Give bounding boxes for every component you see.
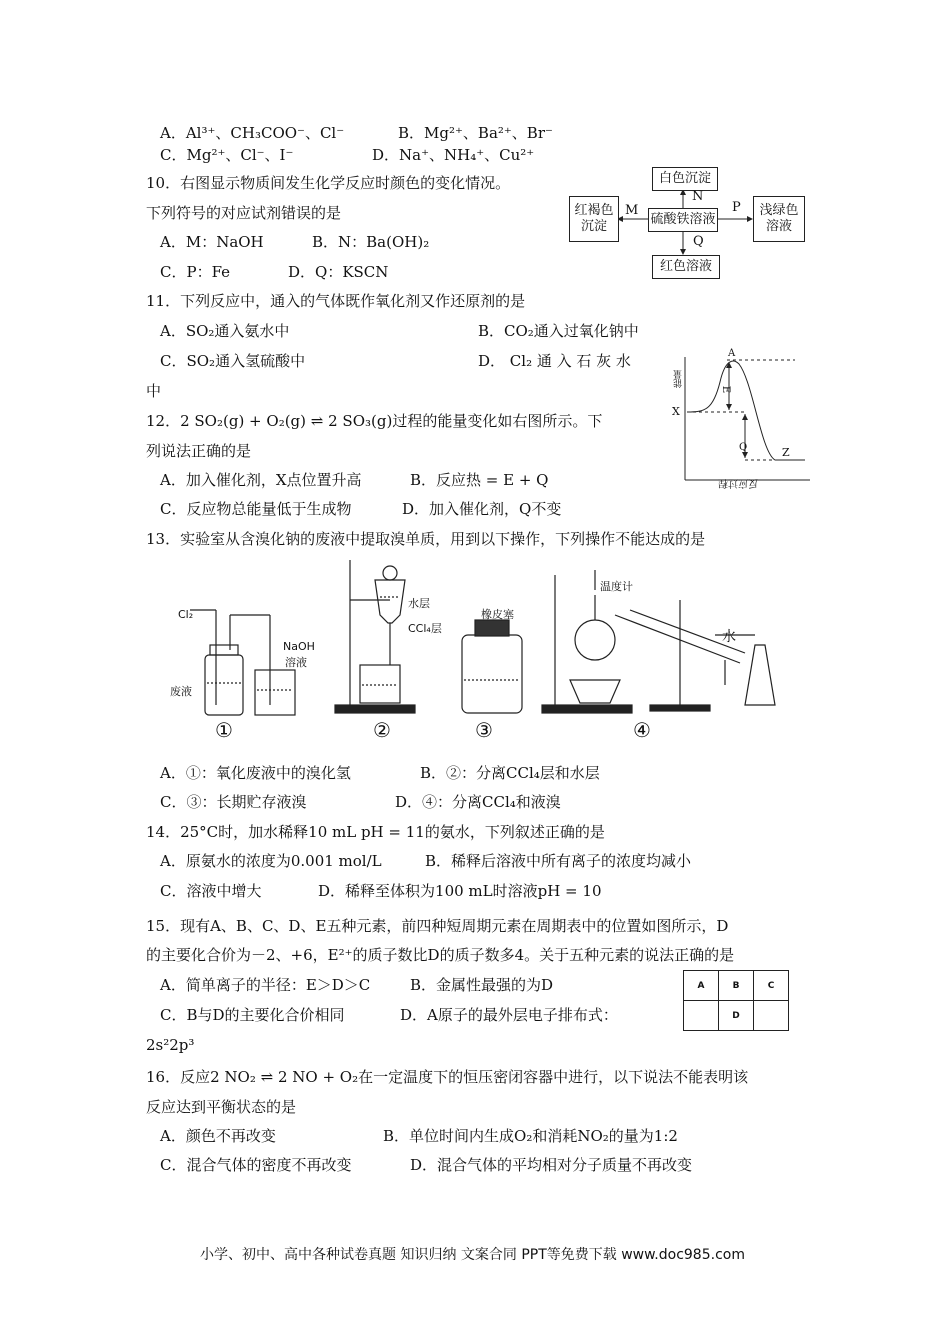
q13-option-c: C．③：长期贮存液溴 (160, 793, 307, 811)
q15-periodic-table (683, 970, 789, 1031)
q13-label-stopper: 橡皮塞 (481, 608, 514, 621)
q12-ylabel: 能量 (674, 370, 684, 388)
q12-point-z: Z (782, 446, 790, 459)
q10-label-p: P (732, 200, 741, 215)
q15-option-a: A．简单离子的半径：E＞D＞C (160, 976, 371, 994)
q10-label-m: M (625, 203, 639, 218)
periodic-cell: C (754, 971, 789, 1001)
q10-box-center: 硫酸铁溶液 (648, 208, 718, 232)
q13-label-naoh: NaOH (283, 640, 315, 653)
q16-option-b: B．单位时间内生成O₂和消耗NO₂的量为1:2 (383, 1127, 678, 1145)
periodic-cell: B (719, 971, 754, 1001)
page-footer[interactable]: 小学、初中、高中各种试卷真题 知识归纳 文案合同 PPT等免费下载 www.doc985.com (200, 1247, 745, 1263)
q9-option-c: C．Mg²⁺、Cl⁻、I⁻ (160, 146, 294, 164)
q14-option-b: B．稀释后溶液中所有离子的浓度均减小 (425, 852, 692, 870)
q15-stem-line2: 的主要化合价为－2、+6，E²⁺的质子数比D的质子数多4。关于五种元素的说法正确的是 (146, 946, 735, 964)
q11-option-c: C．SO₂通入氢硫酸中 (160, 352, 306, 370)
q10-stem-line1: 10．右图显示物质间发生化学反应时颜色的变化情况。 (146, 174, 511, 192)
q12-label-e: E (720, 385, 732, 394)
q13-number-1: ① (215, 718, 233, 742)
q13-number-2: ② (373, 718, 391, 742)
q13-label-water-layer: 水层 (408, 597, 430, 610)
q12-option-a: A．加入催化剂，X点位置升高 (160, 471, 362, 489)
q16-option-a: A．颜色不再改变 (160, 1127, 276, 1145)
q12-stem-line2: 列说法正确的是 (146, 442, 252, 460)
q13-label-water: 水 (722, 629, 736, 645)
q13-label-waste: 废液 (170, 685, 192, 698)
q14-option-c: C．溶液中增大 (160, 882, 262, 900)
q15-option-b: B．金属性最强的为D (410, 976, 554, 994)
q12-xlabel: 反应过程 (718, 477, 758, 488)
q16-stem-line2: 反应达到平衡状态的是 (146, 1098, 297, 1116)
q14-option-d: D．稀释至体积为100 mL时溶液pH = 10 (318, 882, 602, 900)
periodic-cell: A (684, 971, 719, 1001)
q11-option-d: D． Cl₂ 通 入 石 灰 水 (478, 352, 631, 370)
q12-point-x: X (672, 405, 680, 418)
q12-option-c: C．反应物总能量低于生成物 (160, 500, 352, 518)
q13-option-d: D．④：分离CCl₄和液溴 (395, 793, 561, 811)
q13-number-4: ④ (633, 718, 651, 742)
periodic-cell: D (719, 1001, 754, 1031)
q12-stem-line1: 12．2 SO₂(g) + O₂(g) ⇌ 2 SO₃(g)过程的能量变化如右图所示。下 (146, 412, 603, 430)
q15-option-c: C．B与D的主要化合价相同 (160, 1006, 345, 1024)
q13-number-3: ③ (475, 718, 493, 742)
q10-option-d: D．Q：KSCN (288, 263, 389, 281)
q10-box-left: 红褐色沉淀 (569, 196, 619, 242)
q10-option-c: C．P：Fe (160, 263, 231, 281)
q9-option-d: D．Na⁺、NH₄⁺、Cu²⁺ (372, 146, 535, 164)
q13-stem: 13．实验室从含溴化钠的废液中提取溴单质，用到以下操作，下列操作不能达成的是 (146, 530, 706, 548)
q9-option-a: A．Al³⁺、CH₃COO⁻、Cl⁻ (160, 124, 345, 142)
q13-label-thermometer: 温度计 (600, 580, 633, 593)
q10-box-top: 白色沉淀 (652, 167, 718, 191)
q13-label-solution: 溶液 (285, 656, 307, 669)
q13-option-a: A．①：氧化废液中的溴化氢 (160, 764, 351, 782)
q10-option-b: B．N：Ba(OH)₂ (312, 233, 430, 251)
q9-option-b: B．Mg²⁺、Ba²⁺、Br⁻ (398, 124, 553, 142)
q12-option-d: D．加入催化剂，Q不变 (402, 500, 562, 518)
q10-label-n: N (692, 189, 704, 204)
q13-option-b: B．②：分离CCl₄层和水层 (420, 764, 600, 782)
periodic-cell (684, 1001, 719, 1031)
q11-option-d-tail: 中 (146, 382, 162, 400)
q12-graph-svg (665, 352, 815, 494)
q13-label-cl2: Cl₂ (178, 608, 194, 621)
q12-option-b: B．反应热 = E + Q (410, 471, 549, 489)
q10-option-a: A．M：NaOH (160, 233, 264, 251)
q16-stem-line1: 16．反应2 NO₂ ⇌ 2 NO + O₂在一定温度下的恒压密闭容器中进行，以下说法不能表明该 (146, 1068, 749, 1086)
q15-option-d: D．A原子的最外层电子排布式： (400, 1006, 618, 1024)
q14-option-a: A．原氨水的浓度为0.001 mol/L (160, 852, 382, 870)
q14-stem: 14．25°C时，加水稀释10 mL pH = 11的氨水，下列叙述正确的是 (146, 823, 605, 841)
periodic-cell (754, 1001, 789, 1031)
q16-option-c: C．混合气体的密度不再改变 (160, 1156, 352, 1174)
q11-stem: 11．下列反应中，通入的气体既作氧化剂又作还原剂的是 (146, 292, 526, 310)
q12-label-q: Q (739, 442, 748, 453)
q11-option-a: A．SO₂通入氨水中 (160, 322, 290, 340)
q15-option-d-tail: 2s²2p³ (146, 1036, 195, 1054)
q11-option-b: B．CO₂通入过氧化钠中 (478, 322, 639, 340)
q13-label-ccl4-layer: CCl₄层 (408, 622, 442, 635)
q10-label-q: Q (693, 234, 704, 249)
q10-box-right: 浅绿色溶液 (753, 196, 805, 242)
q16-option-d: D．混合气体的平均相对分子质量不再改变 (410, 1156, 693, 1174)
q10-stem-line2: 下列符号的对应试剂错误的是 (146, 204, 342, 222)
q15-stem-line1: 15．现有A、B、C、D、E五种元素，前四种短周期元素在周期表中的位置如图所示，D (146, 917, 729, 935)
q12-point-a: A (728, 348, 736, 359)
q10-box-bottom: 红色溶液 (652, 255, 720, 279)
